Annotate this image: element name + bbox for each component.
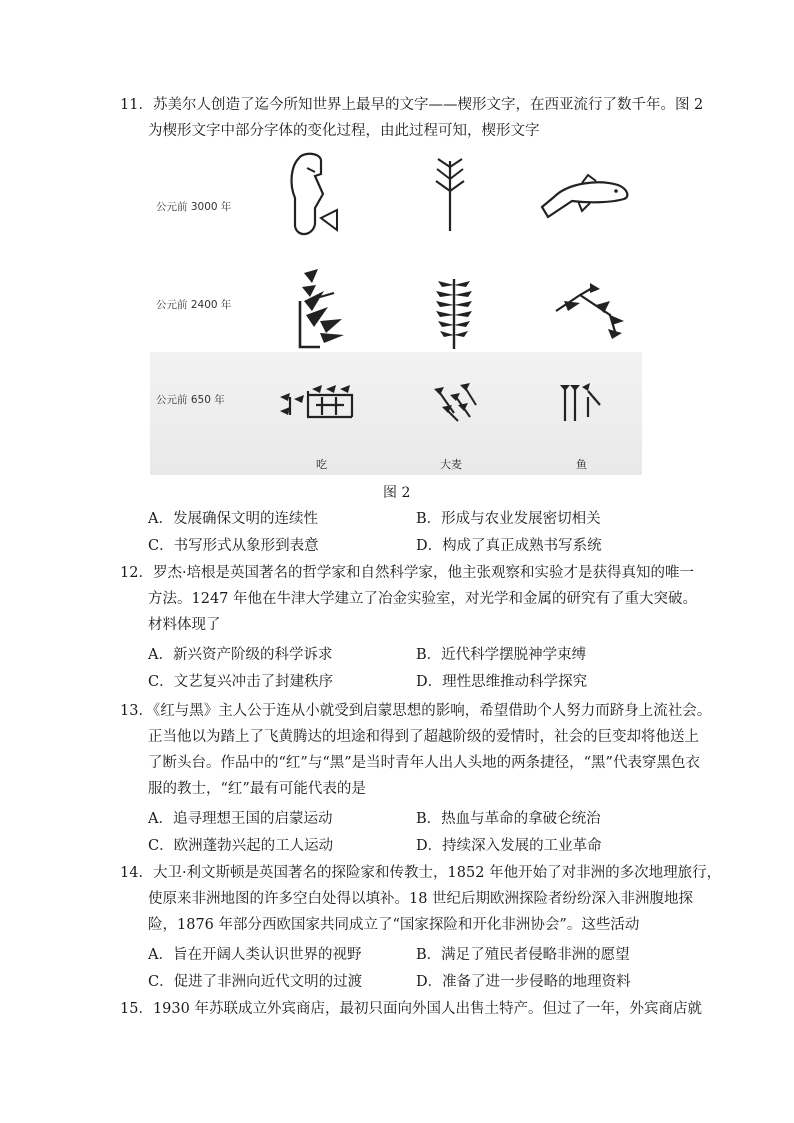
glyph-fish-2400bc [550,281,630,341]
question-14-line-3: 险，1876 年部分西欧国家共同成立了“国家探险和开化非洲协会”。这些活动 [148,917,640,933]
q11-option-b[interactable]: B．形成与农业发展密切相关 [416,511,601,527]
q11-option-d[interactable]: D．构成了真正成熟书写系统 [416,538,602,554]
glyph-fish-3000bc [538,173,634,219]
figure-label: 图 2 [383,485,411,501]
q12-option-b[interactable]: B．近代科学摆脱神学束缚 [416,647,587,663]
glyph-eat-2400bc [290,267,354,353]
question-11-options [148,506,668,560]
glyph-eat-650bc [278,385,358,421]
question-12-options [148,642,668,696]
question-14-line-2: 使原来非洲地图的许多空白处得以填补。18 世纪后期欧洲探险者纷纷深入非洲腹地探 [148,891,694,907]
caption-barley: 大麦 [440,458,462,471]
era-label-3000bc: 公元前 3000 年 [156,201,232,213]
q13-option-b[interactable]: B．热血与革命的拿破仑统治 [416,811,601,827]
question-12-line-2: 方法。1247 年他在牛津大学建立了冶金实验室，对光学和金属的研究有了重大突破。 [148,591,698,607]
q13-option-c[interactable]: C．欧洲蓬勃兴起的工人运动 [148,838,334,854]
caption-eat: 吃 [316,458,327,471]
question-13-line-2: 正当他以为踏上了飞黄腾达的坦途和得到了超越阶级的爱情时，社会的巨变却将他送上 [148,729,699,745]
q14-option-b[interactable]: B．满足了殖民者侵略非洲的愿望 [416,947,630,963]
question-13 [120,698,712,802]
glyph-barley-650bc [432,383,478,423]
question-12-line-1: 12．罗杰·培根是英国著名的哲学家和自然科学家，他主张观察和实验才是获得真知的唯一 [120,565,695,581]
glyph-fish-650bc [558,383,602,423]
question-14-options [148,942,668,996]
era-label-2400bc: 公元前 2400 年 [156,299,232,311]
glyph-eat-3000bc [285,150,345,240]
question-11 [120,92,704,144]
question-14-line-1: 14．大卫·利文斯顿是英国著名的探险家和传教士，1852 年他开始了对非洲的多次地理旅行， [120,865,722,881]
question-11-line-1: 11．苏美尔人创造了迄今所知世界上最早的文字——楔形文字，在西亚流行了数千年。图 2 [120,97,704,113]
question-13-options [148,806,668,860]
question-15 [120,996,702,1022]
q13-option-a[interactable]: A．追寻理想王国的启蒙运动 [148,811,333,827]
q14-option-a[interactable]: A．旨在开阔人类认识世界的视野 [148,947,362,963]
question-13-line-3: 了断头台。作品中的“红”与“黑”是当时青年人出人头地的两条捷径，“黑”代表穿黑色衣 [148,755,700,771]
question-11-line-2: 为楔形文字中部分字体的变化过程，由此过程可知，楔形文字 [148,123,540,139]
cuneiform-figure [150,145,642,475]
question-12-line-3: 材料体现了 [148,617,221,633]
q13-option-d[interactable]: D．持续深入发展的工业革命 [416,838,602,854]
question-15-line-1: 15．1930 年苏联成立外宾商店，最初只面向外国人出售土特产。但过了一年，外宾商店就 [120,1001,702,1017]
caption-fish: 鱼 [576,458,587,471]
q11-option-c[interactable]: C．书写形式从象形到表意 [148,538,319,554]
q14-option-c[interactable]: C．促进了非洲向近代文明的过渡 [148,974,363,990]
question-13-line-4: 服的教士，“红”最有可能代表的是 [148,781,366,797]
era-label-650bc: 公元前 650 年 [156,394,225,406]
glyph-barley-3000bc [428,157,472,233]
glyph-barley-2400bc [432,277,476,351]
q14-option-d[interactable]: D．准备了进一步侵略的地理资料 [416,974,631,990]
q11-option-a[interactable]: A．发展确保文明的连续性 [148,511,318,527]
question-13-line-1: 13．《红与黑》主人公于连从小就受到启蒙思想的影响，希望借助个人努力而跻身上流社会。 [120,703,712,719]
q12-option-a[interactable]: A．新兴资产阶级的科学诉求 [148,647,333,663]
q12-option-c[interactable]: C．文艺复兴冲击了封建秩序 [148,674,334,690]
question-12 [120,560,698,638]
q12-option-d[interactable]: D．理性思维推动科学探究 [416,674,588,690]
question-14 [120,860,722,938]
